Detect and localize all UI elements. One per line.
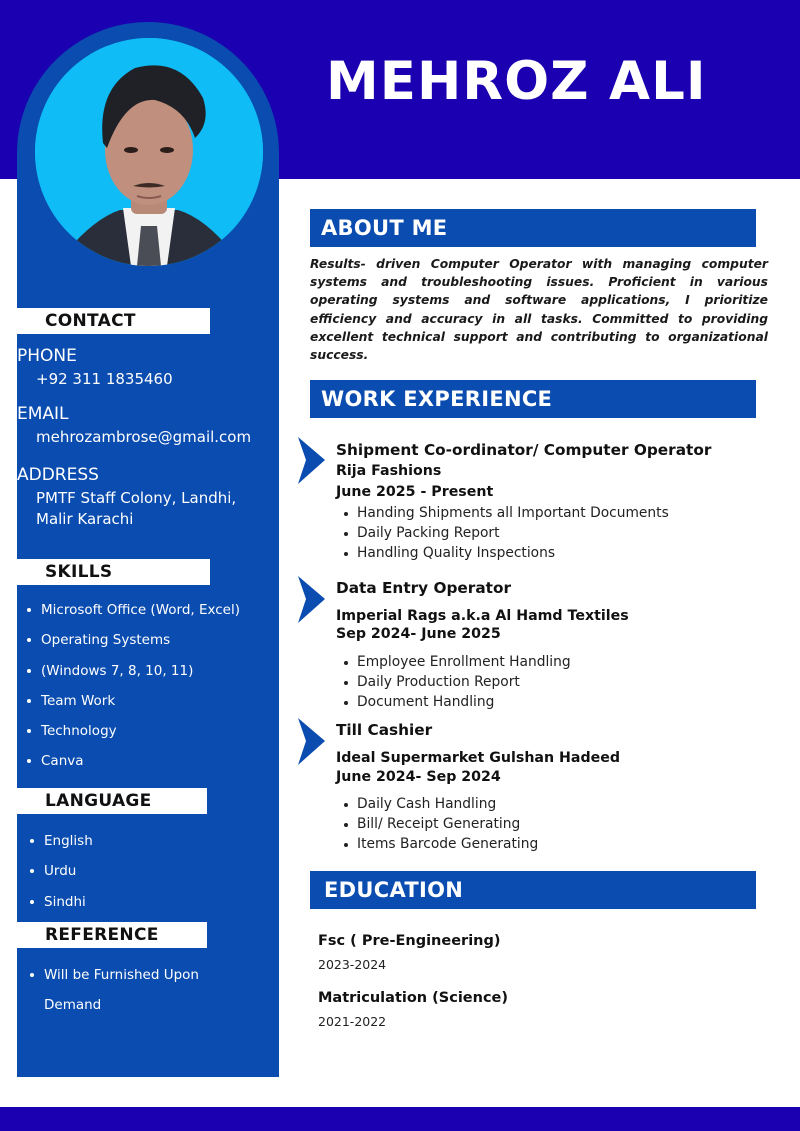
work-heading: WORK EXPERIENCE (310, 380, 756, 418)
duty-item: Employee Enrollment Handling (342, 653, 571, 673)
job-company: Imperial Rags a.k.a Al Hamd Textiles (336, 608, 629, 624)
address-line1: PMTF Staff Colony, Landhi, (36, 489, 237, 507)
duty-item: Document Handling (342, 693, 571, 713)
chevron-right-icon (298, 576, 325, 623)
contact-label: CONTACT (17, 308, 210, 334)
profile-photo (35, 38, 263, 266)
about-heading: ABOUT ME (310, 209, 756, 247)
candidate-name: MEHROZ ALI (326, 51, 707, 112)
phone-label: PHONE (17, 346, 77, 366)
phone-value: +92 311 1835460 (36, 370, 173, 388)
skill-item: Team Work (24, 691, 240, 721)
reference-line2: Demand (44, 997, 102, 1014)
reference-label: REFERENCE (17, 922, 207, 948)
job-dates: June 2025 - Present (336, 484, 494, 500)
job-duties (342, 795, 538, 854)
education-heading: EDUCATION (310, 871, 756, 909)
skills-list (24, 600, 240, 782)
skill-item: (Windows 7, 8, 10, 11) (24, 661, 240, 691)
job-duties (342, 504, 669, 563)
job-title: Shipment Co-ordinator/ Computer Operator (336, 441, 712, 459)
address-label: ADDRESS (17, 465, 99, 485)
reference-list (27, 965, 199, 1026)
job-dates: June 2024- Sep 2024 (336, 769, 501, 785)
about-text: Results- driven Computer Operator with managing computer systems and troubleshooting issues. Proficient in various operating systems and software applications, I prioritize efficiency and accuracy in all tasks. Committed to providing excellent technical support and contributing to organizational success. (310, 257, 768, 363)
address-line2: Malir Karachi (36, 510, 134, 528)
email-value[interactable]: mehrozambrose@gmail.com (36, 428, 252, 446)
education-years: 2021-2022 (318, 1014, 387, 1029)
skill-item: Microsoft Office (Word, Excel) (24, 600, 240, 630)
reference-item-continued (27, 995, 199, 1025)
footer-band (0, 1107, 800, 1131)
skills-label: SKILLS (17, 559, 210, 585)
duty-item: Daily Cash Handling (342, 795, 538, 815)
chevron-right-icon (298, 437, 325, 484)
duty-item: Daily Production Report (342, 673, 571, 693)
language-item: English (27, 831, 93, 861)
language-item: Sindhi (27, 892, 93, 922)
skill-item: Technology (24, 721, 240, 751)
email-label: EMAIL (17, 404, 69, 424)
duty-item: Items Barcode Generating (342, 835, 538, 855)
language-item: Urdu (27, 861, 93, 891)
education-degree: Matriculation (Science) (318, 990, 509, 1006)
duty-item: Daily Packing Report (342, 524, 669, 544)
language-list (27, 831, 93, 922)
reference-item: Will be Furnished Upon (27, 965, 199, 995)
education-degree: Fsc ( Pre-Engineering) (318, 933, 501, 949)
language-label: LANGUAGE (17, 788, 207, 814)
job-company: Rija Fashions (336, 463, 442, 479)
duty-item: Handing Shipments all Important Documents (342, 504, 669, 524)
job-title: Data Entry Operator (336, 579, 512, 597)
job-dates: Sep 2024- June 2025 (336, 626, 501, 642)
job-title: Till Cashier (336, 721, 433, 739)
duty-item: Handling Quality Inspections (342, 544, 669, 564)
duty-item: Bill/ Receipt Generating (342, 815, 538, 835)
chevron-right-icon (298, 718, 325, 765)
person-photo-icon (35, 38, 263, 266)
education-years: 2023-2024 (318, 957, 387, 972)
job-company: Ideal Supermarket Gulshan Hadeed (336, 750, 621, 766)
skill-item: Operating Systems (24, 630, 240, 660)
skill-item: Canva (24, 751, 240, 781)
job-duties (342, 653, 571, 712)
